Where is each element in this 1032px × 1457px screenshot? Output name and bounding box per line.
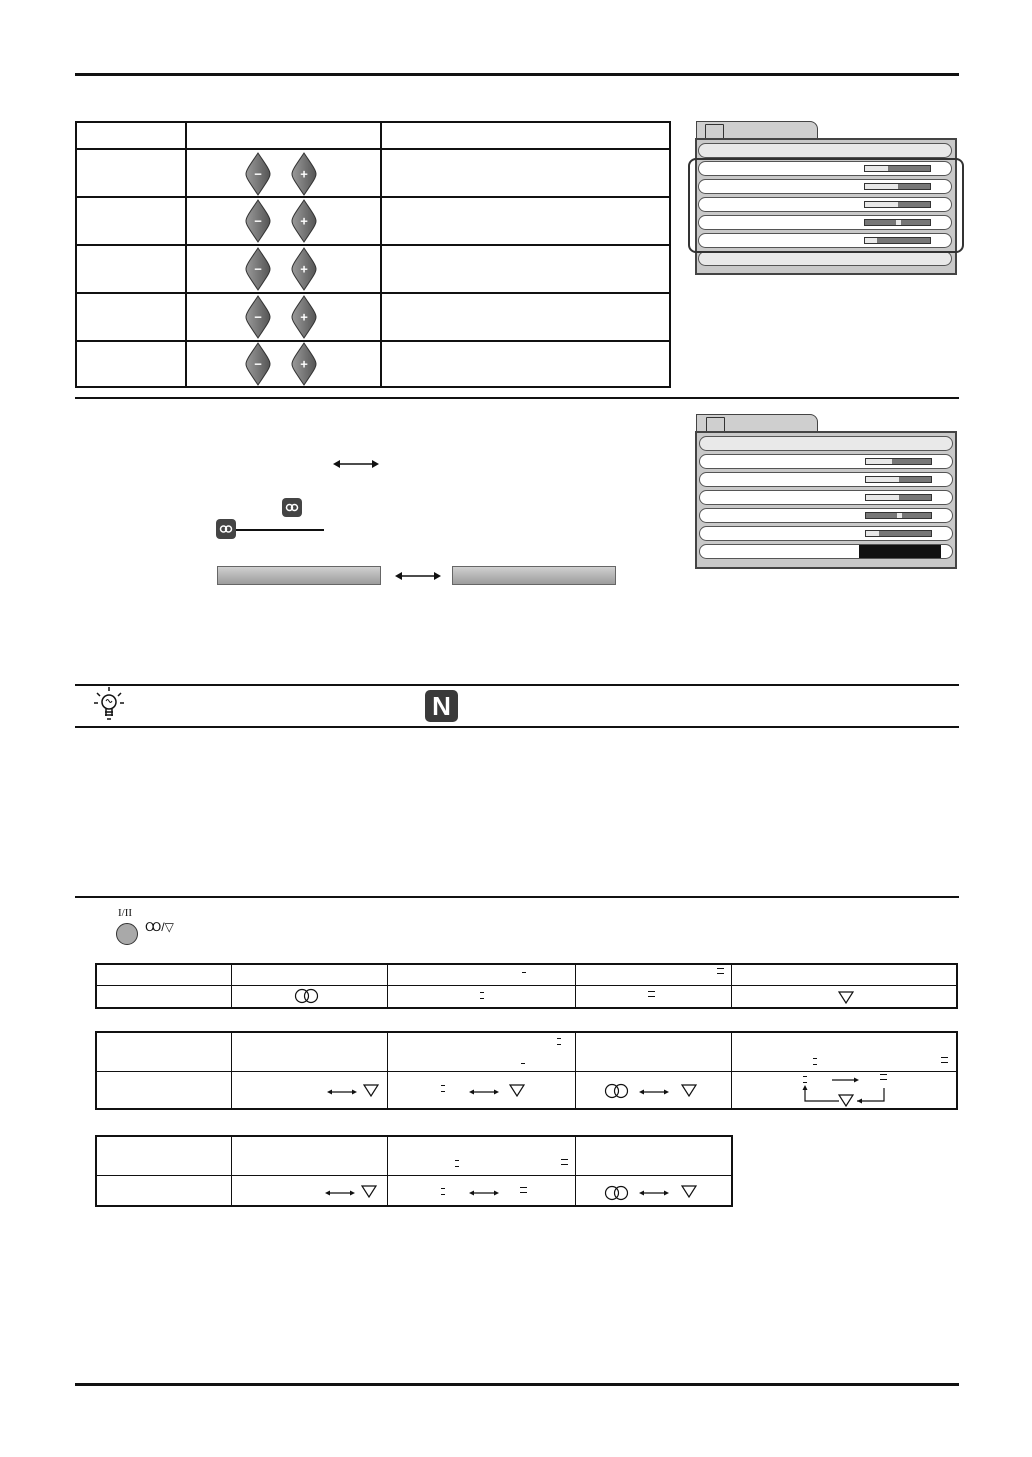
- normalize-badge: N: [425, 690, 458, 722]
- stereo-button-side-label: Ꝏ/▽: [145, 920, 174, 934]
- svg-text:−: −: [254, 356, 262, 372]
- svg-text:+: +: [300, 261, 308, 277]
- svg-text:+: +: [300, 166, 308, 182]
- svg-text:+: +: [300, 213, 308, 229]
- svg-text:+: +: [300, 309, 308, 325]
- svg-text:+: +: [300, 356, 308, 372]
- stereo-button-label: I/II: [118, 907, 133, 919]
- svg-text:−: −: [254, 166, 262, 182]
- svg-text:−: −: [254, 309, 262, 325]
- svg-text:−: −: [254, 261, 262, 277]
- svg-text:−: −: [254, 213, 262, 229]
